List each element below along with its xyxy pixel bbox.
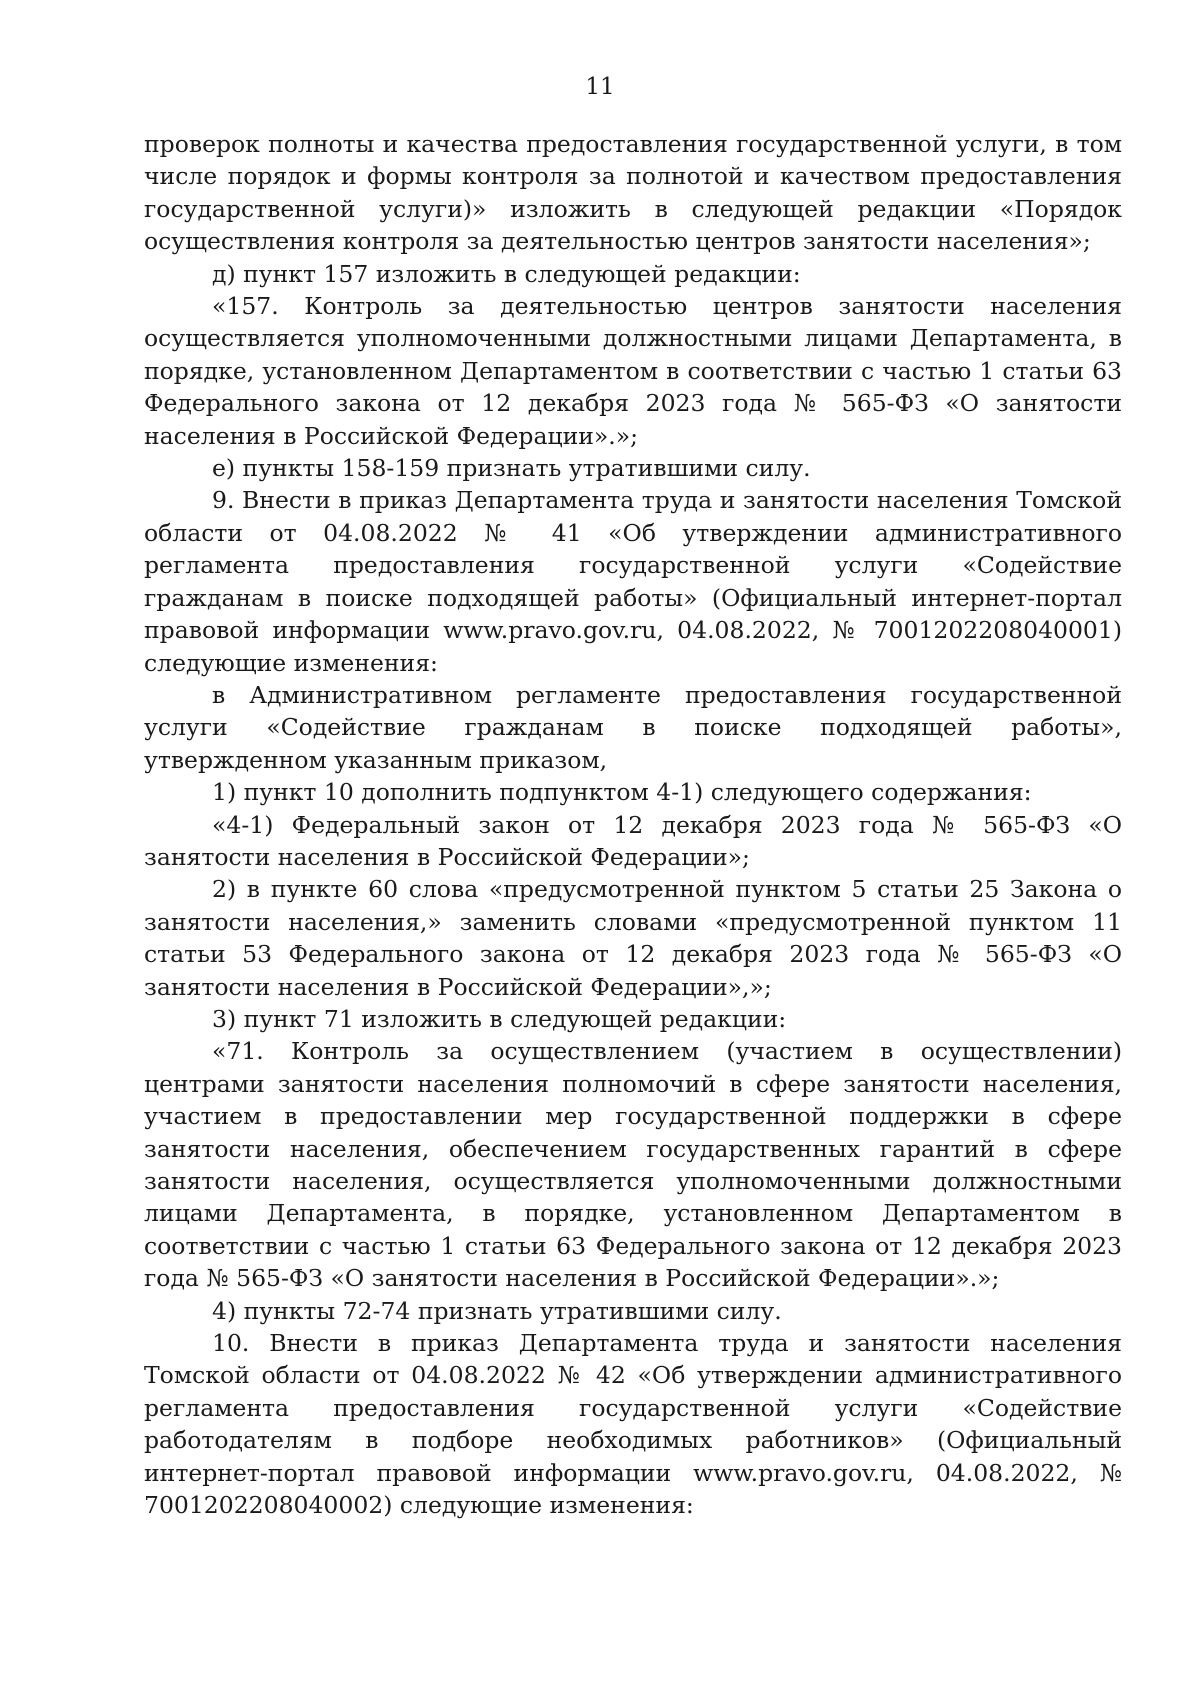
- paragraph: «4-1) Федеральный закон от 12 декабря 2023 года № 565-ФЗ «О занятости населения в Российской Федерации»;: [144, 810, 1122, 871]
- paragraph: 10. Внести в приказ Департамента труда и занятости населения Томской области от 04.08.2022 № 42 «Об утверждении административного регламента предоставления государственной услуги «Содействие работодателям в подборе необходимых работников» (Официальный интернет-портал правовой информации www.pravo.gov.ru, 04.08.2022, № 7001202208040002) следующие изменения:: [144, 1329, 1122, 1520]
- paragraph: в Административном регламенте предоставления государственной услуги «Содействие гражданам в поиске подходящей работы», утвержденном указанным приказом,: [144, 680, 1122, 774]
- paragraph: 3) пункт 71 изложить в следующей редакции:: [212, 1004, 787, 1033]
- paragraph: 2) в пункте 60 слова «предусмотренной пунктом 5 статьи 25 Закона о занятости населения,» заменить словами «предусмотренной пунктом 11 статьи 53 Федерального закона от 12 декабря 2023 года № 565-ФЗ «О занятости населения в Российской Федерации»,»;: [144, 875, 1122, 1001]
- paragraph: 9. Внести в приказ Департамента труда и занятости населения Томской области от 04.08.2022 № 41 «Об утверждении административного регламента предоставления государственной услуги «Содействие гражданам в поиске подходящей работы» (Официальный интернет-портал правовой информации www.pravo.gov.ru, 04.08.2022, № 7001202208040001) следующие изменения:: [144, 486, 1122, 677]
- paragraph: е) пункты 158-159 признать утратившими силу.: [212, 454, 811, 483]
- paragraph: «71. Контроль за осуществлением (участием в осуществлении) центрами занятости населения полномочий в сфере занятости населения, участием в предоставлении мер государственной поддержки в сфере занятости населения, обеспечением государственных гарантий в сфере занятости населения, осуществляется уполномоченными должностными лицами Департамента, в порядке, установленном Департаментом в соответствии с частью 1 статьи 63 Федерального закона от 12 декабря 2023 года № 565-ФЗ «О занятости населения в Российской Федерации».»;: [144, 1037, 1122, 1293]
- paragraph: 1) пункт 10 дополнить подпунктом 4-1) следующего содержания:: [212, 778, 1032, 807]
- document-body: [144, 128, 1122, 1521]
- paragraph: проверок полноты и качества предоставления государственной услуги, в том числе порядок и формы контроля за полнотой и качеством предоставления государственной услуги)» изложить в следующей редакции «Порядок осуществления контроля за деятельностью центров занятости населения»;: [144, 130, 1122, 256]
- paragraph: «157. Контроль за деятельностью центров занятости населения осуществляется уполномоченными должностными лицами Департамента, в порядке, установленном Департаментом в соответствии с частью 1 статьи 63 Федерального закона от 12 декабря 2023 года № 565-ФЗ «О занятости населения в Российской Федерации».»;: [144, 292, 1122, 450]
- paragraph: д) пункт 157 изложить в следующей редакции:: [212, 259, 801, 288]
- page-number: 11: [585, 74, 615, 100]
- paragraph: 4) пункты 72-74 признать утратившими силу.: [212, 1296, 782, 1325]
